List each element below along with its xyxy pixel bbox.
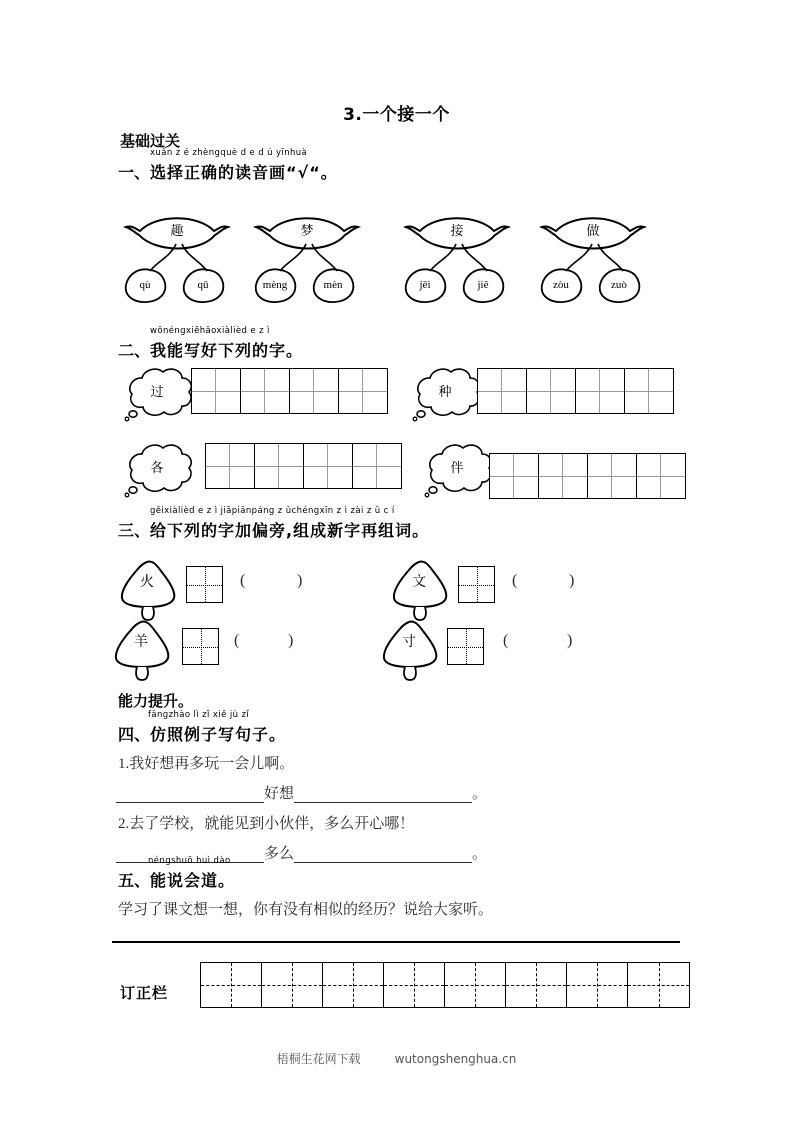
mushroom-shape: [110, 615, 176, 681]
example-sentence-2: 2.去了学校，就能见到小伙伴，多么开心哪！: [118, 816, 415, 832]
cherry-leaf-char: 梦: [300, 223, 314, 238]
correction-cell[interactable]: [262, 963, 323, 1007]
cloud-bubble: [408, 364, 482, 420]
section-1-pinyin: xuǎn z é zhèngquè d e d ú yīnhuà: [150, 148, 308, 158]
correction-cell[interactable]: [201, 963, 262, 1007]
cherry-option-left[interactable]: zòu: [553, 279, 569, 291]
band-label-basic: 基础过关: [120, 132, 181, 150]
cloud-char: 种: [438, 384, 452, 399]
character-box[interactable]: [447, 628, 484, 665]
section-2-pinyin: wǒnéngxiěhǎoxiàlièd e z ì: [150, 326, 270, 336]
section-3-number: 三、: [118, 521, 151, 540]
answer-paren-open: (: [234, 632, 240, 649]
example-sentence-1: 1.我好想再多玩一会儿啊。: [118, 756, 295, 772]
section-1-heading: [118, 160, 338, 183]
answer-keyword: 好想: [264, 786, 295, 802]
section-2-heading: [118, 338, 303, 361]
writing-grid[interactable]: [489, 453, 686, 499]
cherry-option-right[interactable]: qǔ: [197, 279, 209, 291]
cloud-char: 各: [150, 460, 164, 475]
answer-line-1[interactable]: [116, 782, 487, 803]
cherry-leaf-char: 接: [450, 223, 464, 238]
correction-label: 订正栏: [120, 984, 169, 1002]
correction-grid[interactable]: [200, 962, 690, 1008]
section-4-pinyin: fǎngzhào lì zǐ xiě jù zǐ: [148, 710, 250, 720]
cherry-option-left[interactable]: jēi: [419, 279, 431, 291]
section-5-heading: [118, 868, 235, 891]
cherry-option-left[interactable]: mèng: [262, 279, 288, 291]
answer-paren-close: ): [569, 572, 575, 589]
writing-grid[interactable]: [191, 368, 388, 414]
answer-paren-open: (: [503, 632, 509, 649]
cherry-leaf-char: 做: [586, 223, 600, 238]
cloud-bubble: [420, 440, 494, 496]
section-5-text: 能说会道。: [150, 871, 236, 890]
cloud-bubble: [120, 440, 194, 496]
section-4-heading: [118, 722, 286, 745]
mushroom-char: 羊: [134, 635, 148, 650]
section-1-number: 一、: [118, 163, 151, 182]
character-box[interactable]: [186, 566, 223, 603]
section-4-number: 四、: [118, 725, 151, 744]
writing-grid[interactable]: [477, 368, 674, 414]
mushroom-char: 寸: [402, 635, 416, 650]
correction-cell[interactable]: [323, 963, 384, 1007]
mushroom-char: 文: [412, 575, 426, 590]
answer-paren-close: ): [567, 632, 573, 649]
band-label-ability: 能力提升。: [118, 692, 194, 710]
mushroom-char: 火: [140, 575, 154, 590]
cherry-group: [392, 195, 542, 305]
cherry-group: [112, 195, 262, 305]
answer-paren-close: ): [288, 632, 294, 649]
answer-blank[interactable]: [294, 846, 472, 863]
cherry-option-right[interactable]: zuò: [611, 279, 627, 291]
section-3-heading: [118, 518, 429, 541]
answer-keyword: 多么: [264, 846, 295, 862]
correction-cell[interactable]: [384, 963, 445, 1007]
section-3-pinyin: gěixiàlièd e z ì jiāpiānpáng z ǔchéngxīn z ì zài z ǔ c í: [150, 506, 395, 516]
section-2-number: 二、: [118, 341, 151, 360]
section-5-pinyin: néngshuō huì dào: [148, 856, 231, 866]
answer-blank[interactable]: [294, 786, 472, 803]
page-title: 3.一个接一个: [343, 105, 450, 125]
footer: [0, 1050, 793, 1067]
answer-paren-open: (: [240, 572, 246, 589]
correction-cell[interactable]: [445, 963, 506, 1007]
discussion-prompt: 学习了课文想一想，你有没有相似的经历？说给大家听。: [118, 902, 494, 918]
answer-blank[interactable]: [116, 786, 264, 803]
cherry-option-right[interactable]: jiē: [477, 279, 489, 291]
section-3-text: 给下列的字加偏旁,组成新字再组词。: [150, 521, 430, 540]
writing-grid[interactable]: [205, 443, 402, 489]
footer-brand: 梧桐生花网下载: [276, 1052, 361, 1066]
mushroom-shape: [116, 555, 182, 621]
correction-cell[interactable]: [506, 963, 567, 1007]
answer-period: 。: [472, 786, 488, 802]
cherry-group: [528, 195, 678, 305]
cherry-leaf-char: 趣: [170, 223, 184, 238]
section-4-text: 仿照例子写句子。: [150, 725, 287, 744]
cloud-char: 伴: [450, 460, 464, 475]
section-divider: [112, 941, 680, 943]
cloud-bubble: [120, 364, 194, 420]
mushroom-shape: [388, 555, 454, 621]
answer-paren-open: (: [512, 572, 518, 589]
section-1-text: 选择正确的读音画“√“。: [150, 163, 338, 182]
cherry-option-left[interactable]: qù: [139, 279, 151, 291]
cherry-option-right[interactable]: mèn: [323, 279, 343, 291]
correction-cell[interactable]: [628, 963, 689, 1007]
section-5-number: 五、: [118, 871, 151, 890]
footer-site: wutongshenghua.cn: [394, 1052, 517, 1066]
character-box[interactable]: [182, 628, 219, 665]
answer-period: 。: [472, 846, 488, 862]
cloud-char: 过: [150, 384, 164, 399]
character-box[interactable]: [458, 566, 495, 603]
cherry-group: [242, 195, 392, 305]
section-2-text: 我能写好下列的字。: [150, 341, 304, 360]
answer-paren-close: ): [297, 572, 303, 589]
mushroom-shape: [378, 615, 444, 681]
correction-cell[interactable]: [567, 963, 628, 1007]
